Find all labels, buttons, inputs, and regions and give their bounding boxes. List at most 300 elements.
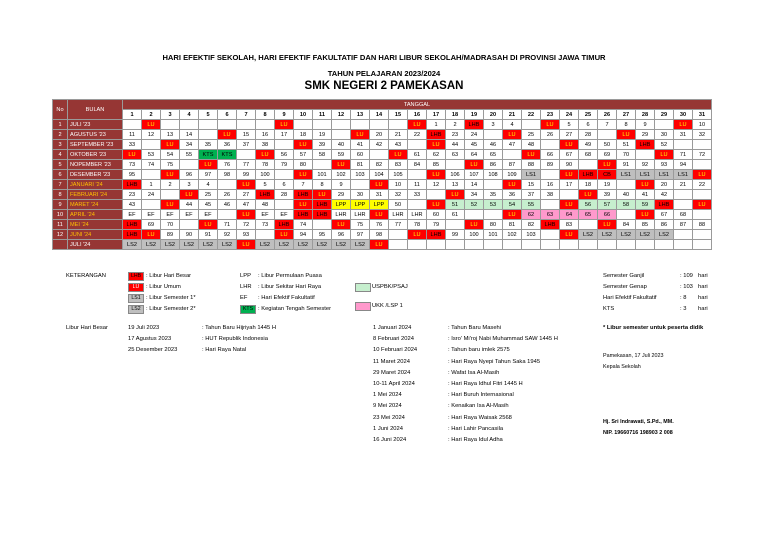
day-cell: 95 — [313, 230, 332, 240]
day-cell: LU — [256, 150, 275, 160]
day-cell: 30 — [655, 130, 674, 140]
day-cell: 7 — [598, 120, 617, 130]
day-cell: LS2 — [332, 240, 351, 250]
legend-label-ls1: : Libur Semester 1* — [146, 295, 196, 301]
month-row — [53, 160, 712, 170]
day-cell: LHB — [275, 220, 294, 230]
month-row — [53, 140, 712, 150]
day-cell: 100 — [465, 230, 484, 240]
legend-label-ukk: UKK /LSP 1 — [372, 303, 403, 309]
day-cell: LU — [313, 190, 332, 200]
day-cell: 94 — [294, 230, 313, 240]
day-cell: 21 — [674, 180, 693, 190]
day-cell: 27 — [237, 190, 256, 200]
summary-unit: hari — [698, 295, 708, 301]
day-cell: LU — [294, 140, 313, 150]
month-name: MEI '24 — [68, 220, 123, 230]
month-name: APRIL '24 — [68, 210, 123, 220]
day-cell — [237, 150, 256, 160]
day-cell: LS2 — [294, 240, 313, 250]
day-cell: 103 — [522, 230, 541, 240]
day-cell — [313, 120, 332, 130]
day-cell: 41 — [636, 190, 655, 200]
day-cell — [484, 210, 503, 220]
day-cell: LU — [522, 150, 541, 160]
month-number: 2 — [53, 130, 68, 140]
day-cell — [275, 140, 294, 150]
day-cell: 13 — [161, 130, 180, 140]
day-cell: 34 — [465, 190, 484, 200]
day-cell: 14 — [180, 130, 199, 140]
month-number: 9 — [53, 200, 68, 210]
day-cell: 70 — [161, 220, 180, 230]
day-cell: LS1 — [655, 170, 674, 180]
day-cell: KTS — [218, 150, 237, 160]
day-cell: 101 — [313, 170, 332, 180]
legend-swatch-kts: KTS — [240, 305, 256, 314]
day-cell: LU — [180, 190, 199, 200]
day-cell — [617, 180, 636, 190]
day-cell: 88 — [522, 160, 541, 170]
holiday-description: : Hari Raya Waisak 2568 — [448, 414, 512, 421]
day-cell — [408, 240, 427, 250]
day-cell: LU — [275, 120, 294, 130]
day-cell: LU — [598, 160, 617, 170]
summary-value: : 109 — [680, 273, 693, 279]
day-cell: LU — [579, 190, 598, 200]
day-cell: 36 — [218, 140, 237, 150]
signature-place-date: Pamekasan, 17 Juli 2023 — [603, 353, 664, 359]
day-cell: LS2 — [199, 240, 218, 250]
day-cell: 97 — [351, 230, 370, 240]
day-cell: 93 — [655, 160, 674, 170]
day-cell: 99 — [237, 170, 256, 180]
day-cell: LU — [161, 170, 180, 180]
holiday-description: : Hari Raya Idhul Fitri 1445 H — [448, 381, 523, 387]
day-cell: 59 — [332, 150, 351, 160]
day-cell: 67 — [655, 210, 674, 220]
day-cell: 40 — [617, 190, 636, 200]
day-cell — [674, 140, 693, 150]
day-header: 17 — [427, 110, 446, 120]
day-cell: 44 — [446, 140, 465, 150]
month-row — [53, 170, 712, 180]
day-cell: LU — [674, 120, 693, 130]
day-cell: 96 — [332, 230, 351, 240]
day-cell: 72 — [693, 150, 712, 160]
day-cell: 80 — [484, 220, 503, 230]
month-row — [53, 220, 712, 230]
day-cell: 18 — [294, 130, 313, 140]
holiday-date: 1 Mei 2024 — [373, 392, 402, 399]
day-cell: LU — [465, 220, 484, 230]
day-cell: 10 — [389, 180, 408, 190]
day-cell: 65 — [484, 150, 503, 160]
day-cell: 20 — [370, 130, 389, 140]
day-cell — [237, 120, 256, 130]
holiday-description: : HUT Republik Indonesia — [202, 336, 268, 342]
day-cell: LU — [503, 130, 522, 140]
day-cell: 30 — [351, 190, 370, 200]
day-cell: LU — [408, 230, 427, 240]
holiday-date: 19 Juli 2023 — [128, 325, 160, 331]
day-cell: LS1 — [522, 170, 541, 180]
day-cell: 14 — [465, 180, 484, 190]
day-cell: LU — [560, 140, 579, 150]
day-cell: 24 — [142, 190, 161, 200]
day-cell: 90 — [180, 230, 199, 240]
day-cell: LS2 — [161, 240, 180, 250]
day-cell: LU — [294, 170, 313, 180]
day-cell: 35 — [484, 190, 503, 200]
holiday-date: 1 Januari 2024 — [373, 325, 412, 331]
day-cell — [560, 240, 579, 250]
day-cell: EF — [275, 210, 294, 220]
day-cell: 97 — [199, 170, 218, 180]
summary-value: : 103 — [680, 284, 693, 290]
day-cell: 62 — [522, 210, 541, 220]
summary-unit: hari — [698, 284, 708, 290]
day-cell: LHB — [427, 230, 446, 240]
day-cell — [693, 210, 712, 220]
day-cell: 70 — [617, 150, 636, 160]
holiday-description: : Tahun Baru Hijriyah 1445 H — [202, 325, 277, 331]
month-number: 1 — [53, 120, 68, 130]
day-cell — [180, 220, 199, 230]
holiday-description: : Isro' Mi'roj Nabi Muhammad SAW 1445 H — [448, 336, 558, 343]
month-row — [53, 150, 712, 160]
day-cell: 55 — [522, 200, 541, 210]
day-cell: LU — [199, 160, 218, 170]
month-name: JANUARI '24 — [68, 180, 123, 190]
holiday-description: : Hari Lahir Pancasila — [448, 425, 504, 432]
day-cell: 5 — [256, 180, 275, 190]
day-cell: LU — [237, 180, 256, 190]
day-cell: LU — [465, 160, 484, 170]
month-number: 7 — [53, 180, 68, 190]
day-cell: 6 — [579, 120, 598, 130]
school-name: SMK NEGERI 2 PAMEKASAN — [304, 80, 464, 92]
day-cell: LU — [408, 120, 427, 130]
legend-swatch-uspbk — [355, 283, 371, 292]
day-cell: LHB — [636, 140, 655, 150]
day-cell: 56 — [275, 150, 294, 160]
day-cell: 84 — [617, 220, 636, 230]
day-cell: LU — [218, 130, 237, 140]
month-number: 5 — [53, 160, 68, 170]
day-cell: LHB — [294, 190, 313, 200]
day-cell: 28 — [275, 190, 294, 200]
day-cell: 93 — [237, 230, 256, 240]
day-cell: LU — [332, 160, 351, 170]
day-cell: 25 — [522, 130, 541, 140]
day-cell — [503, 240, 522, 250]
day-cell — [693, 240, 712, 250]
day-cell — [598, 240, 617, 250]
day-cell: 66 — [598, 210, 617, 220]
day-cell: 82 — [370, 160, 389, 170]
day-cell: 64 — [465, 150, 484, 160]
day-cell — [579, 220, 598, 230]
month-name: JULI '24 — [68, 240, 123, 250]
day-cell: LU — [560, 170, 579, 180]
day-header: 8 — [256, 110, 275, 120]
day-cell: 1 — [142, 180, 161, 190]
day-cell: LHR — [351, 210, 370, 220]
day-cell — [351, 180, 370, 190]
holiday-date: 8 Februari 2024 — [373, 336, 414, 343]
day-cell: LU — [294, 200, 313, 210]
day-cell: 17 — [560, 180, 579, 190]
day-header: 13 — [351, 110, 370, 120]
day-cell: EF — [142, 210, 161, 220]
day-cell: LU — [142, 230, 161, 240]
day-cell: 100 — [256, 170, 275, 180]
summary-unit: hari — [698, 306, 708, 312]
day-cell: 54 — [161, 150, 180, 160]
holiday-date: 16 Juni 2024 — [373, 437, 407, 443]
day-cell: 65 — [579, 210, 598, 220]
day-header: 15 — [389, 110, 408, 120]
day-cell: 77 — [389, 220, 408, 230]
day-cell: LU — [370, 210, 389, 220]
day-cell: LHB — [123, 180, 142, 190]
day-cell: 85 — [427, 160, 446, 170]
day-cell — [541, 140, 560, 150]
day-cell: 28 — [579, 130, 598, 140]
day-cell: 8 — [313, 180, 332, 190]
day-cell: 68 — [674, 210, 693, 220]
day-cell — [275, 200, 294, 210]
day-cell: LU — [237, 240, 256, 250]
day-cell: LS2 — [313, 240, 332, 250]
day-cell: LS1 — [636, 170, 655, 180]
day-cell: LS1 — [674, 170, 693, 180]
day-cell: 18 — [579, 180, 598, 190]
day-cell: LU — [655, 150, 674, 160]
day-cell: 37 — [237, 140, 256, 150]
day-cell: 81 — [503, 220, 522, 230]
month-row — [53, 180, 712, 190]
day-cell: 47 — [503, 140, 522, 150]
day-cell: LS2 — [655, 230, 674, 240]
day-header: 7 — [237, 110, 256, 120]
day-header: 11 — [313, 110, 332, 120]
day-header: 10 — [294, 110, 313, 120]
day-cell: LHR — [389, 210, 408, 220]
document-title: HARI EFEKTIF SEKOLAH, HARI EFEKTIF FAKULTATIF DAN HARI LIBUR SEKOLAH/MADRASAH DI PROVINSI JAWA TIMUR — [162, 53, 606, 62]
day-cell: 9 — [332, 180, 351, 190]
day-cell — [142, 170, 161, 180]
legend-label-ls2: : Libur Semester 2* — [146, 306, 196, 312]
day-cell: 61 — [446, 210, 465, 220]
day-cell: 5 — [560, 120, 579, 130]
month-row — [53, 200, 712, 210]
day-cell: 16 — [256, 130, 275, 140]
signature-nip: NIP. 19660716 198903 2 008 — [603, 430, 673, 436]
day-cell: 43 — [389, 140, 408, 150]
day-header: 3 — [161, 110, 180, 120]
day-cell: 51 — [446, 200, 465, 210]
day-cell — [560, 190, 579, 200]
day-cell: LU — [541, 120, 560, 130]
day-cell: LHR — [408, 210, 427, 220]
day-cell — [218, 180, 237, 190]
month-name: JULI '23 — [68, 120, 123, 130]
day-cell — [484, 240, 503, 250]
day-cell — [142, 200, 161, 210]
day-cell: 58 — [313, 150, 332, 160]
month-row — [53, 120, 712, 130]
day-cell: 38 — [256, 140, 275, 150]
summary-label: KTS — [603, 306, 615, 312]
day-header: 29 — [655, 110, 674, 120]
day-cell — [180, 160, 199, 170]
day-cell — [655, 120, 674, 130]
month-number: 10 — [53, 210, 68, 220]
holiday-date: 25 Desember 2023 — [128, 347, 178, 353]
day-cell — [579, 240, 598, 250]
day-cell: 12 — [142, 130, 161, 140]
day-cell: 10 — [693, 120, 712, 130]
month-name: AGUSTUS '23 — [68, 130, 123, 140]
day-cell — [655, 240, 674, 250]
legend-label-lhr: : Libur Sekitar Hari Raya — [258, 284, 322, 290]
day-header: 30 — [674, 110, 693, 120]
day-cell — [522, 240, 541, 250]
day-cell: 92 — [218, 230, 237, 240]
day-cell: 55 — [180, 150, 199, 160]
day-cell: 9 — [636, 120, 655, 130]
day-cell: 91 — [617, 160, 636, 170]
day-cell: 22 — [408, 130, 427, 140]
legend-title: KETERANGAN — [66, 273, 106, 279]
day-cell: LU — [503, 210, 522, 220]
month-name: FEBRUARI '24 — [68, 190, 123, 200]
day-cell: 31 — [674, 130, 693, 140]
day-cell: 8 — [617, 120, 636, 130]
day-cell: LU — [693, 200, 712, 210]
month-number: 12 — [53, 230, 68, 240]
day-cell: LU — [560, 200, 579, 210]
day-cell — [427, 190, 446, 200]
holiday-date: 10-11 April 2024 — [373, 381, 415, 387]
day-cell — [446, 160, 465, 170]
day-cell — [484, 180, 503, 190]
day-cell: 45 — [465, 140, 484, 150]
day-cell: 69 — [142, 220, 161, 230]
day-cell: 29 — [636, 130, 655, 140]
day-cell: 77 — [237, 160, 256, 170]
summary-value: : 8 — [680, 295, 687, 301]
day-cell: LU — [560, 230, 579, 240]
day-cell: 41 — [351, 140, 370, 150]
day-cell — [636, 240, 655, 250]
day-cell — [541, 230, 560, 240]
day-cell: 87 — [503, 160, 522, 170]
day-cell — [446, 240, 465, 250]
day-cell: LU — [427, 140, 446, 150]
day-cell: 76 — [218, 160, 237, 170]
day-header: 4 — [180, 110, 199, 120]
day-cell — [370, 120, 389, 130]
month-number: 3 — [53, 140, 68, 150]
day-cell — [389, 120, 408, 130]
month-name: OKTOBER '23 — [68, 150, 123, 160]
day-cell: 17 — [275, 130, 294, 140]
day-cell — [693, 230, 712, 240]
day-cell: LU — [142, 120, 161, 130]
signature-role: Kepala Sekolah — [603, 364, 641, 370]
day-cell: 108 — [484, 170, 503, 180]
day-cell — [199, 130, 218, 140]
day-cell: 39 — [598, 190, 617, 200]
day-header: 1 — [123, 110, 142, 120]
day-cell: LU — [636, 180, 655, 190]
day-cell: 38 — [541, 190, 560, 200]
day-cell: LS2 — [256, 240, 275, 250]
day-cell: 2 — [446, 120, 465, 130]
day-cell: EF — [180, 210, 199, 220]
holiday-description: : Hari Raya Natal — [202, 347, 247, 353]
day-cell: 52 — [655, 140, 674, 150]
legend-label-lpp: : Libur Permulaan Puasa — [258, 273, 322, 279]
day-cell: LU — [275, 230, 294, 240]
day-cell: LU — [427, 170, 446, 180]
day-cell: 2 — [161, 180, 180, 190]
day-header: 31 — [693, 110, 712, 120]
holiday-date: 10 Februari 2024 — [373, 347, 418, 354]
day-cell: LHR — [332, 210, 351, 220]
legend-swatch-lhb: LHB — [128, 272, 144, 281]
day-cell: 48 — [256, 200, 275, 210]
legend-label-kts: : Kegiatan Tengah Semester — [258, 306, 332, 312]
day-cell: 67 — [560, 150, 579, 160]
day-cell: KTS — [199, 150, 218, 160]
legend-swatch-ls2: LS2 — [128, 305, 144, 314]
day-cell: 22 — [693, 180, 712, 190]
day-cell: 83 — [560, 220, 579, 230]
day-cell: 73 — [123, 160, 142, 170]
day-cell: LU — [427, 200, 446, 210]
day-cell — [579, 160, 598, 170]
holiday-description: : Tahun Baru Masehi — [448, 325, 502, 331]
day-cell: 79 — [427, 220, 446, 230]
day-cell — [693, 160, 712, 170]
day-cell: 63 — [446, 150, 465, 160]
holiday-date: 29 Maret 2024 — [373, 369, 411, 376]
day-cell: 89 — [541, 160, 560, 170]
day-cell: 94 — [674, 160, 693, 170]
day-cell: 98 — [370, 230, 389, 240]
legend-label-uspbk: USPBK/PSAJ — [372, 284, 408, 290]
day-header: 25 — [579, 110, 598, 120]
day-cell: 71 — [218, 220, 237, 230]
day-cell: 78 — [408, 220, 427, 230]
day-cell — [503, 150, 522, 160]
day-cell: 75 — [351, 220, 370, 230]
day-cell: LPP — [351, 200, 370, 210]
day-cell: 81 — [351, 160, 370, 170]
day-cell — [313, 220, 332, 230]
day-header: 6 — [218, 110, 237, 120]
day-cell: 79 — [275, 160, 294, 170]
day-header: 21 — [503, 110, 522, 120]
day-cell: LU — [389, 150, 408, 160]
day-cell: 34 — [180, 140, 199, 150]
day-cell: 4 — [199, 180, 218, 190]
header-bulan: BULAN — [68, 100, 123, 120]
